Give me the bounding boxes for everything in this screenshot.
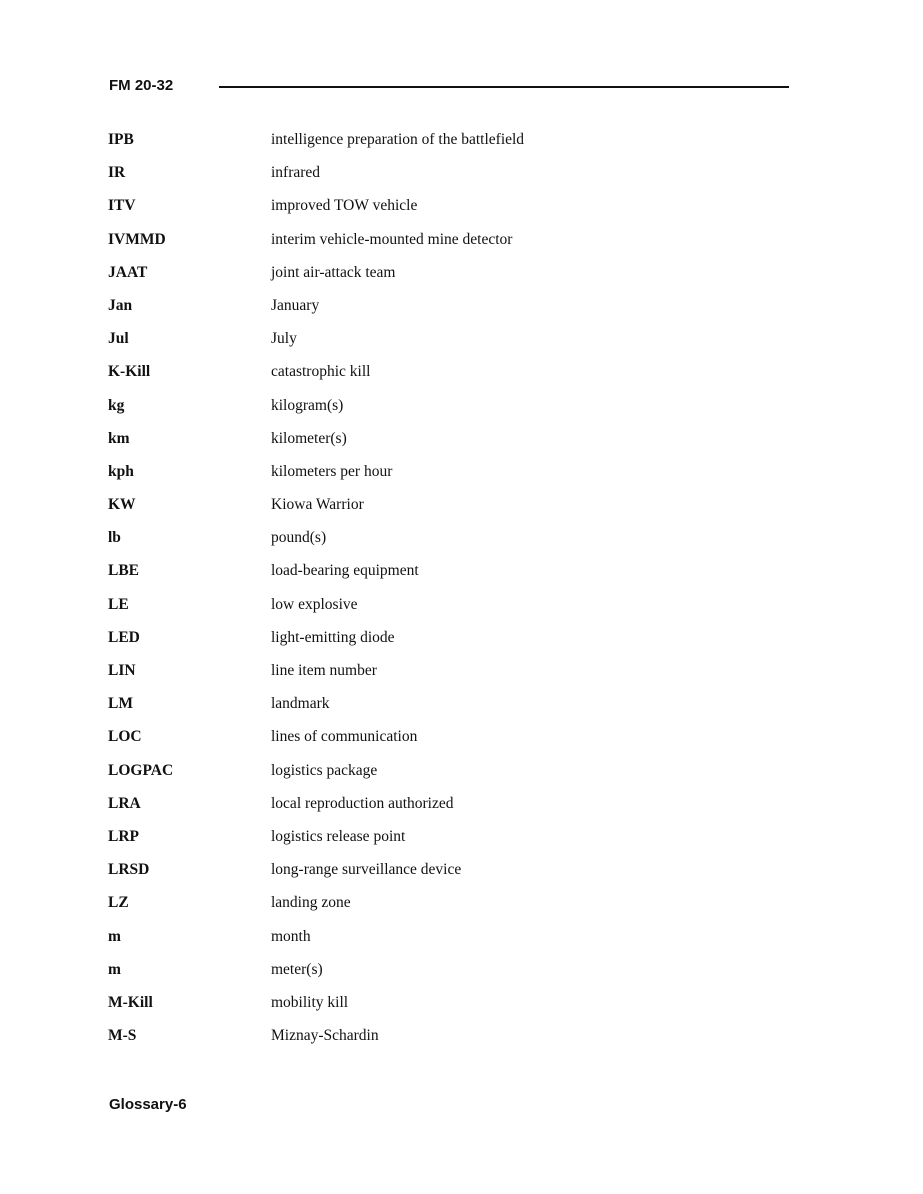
glossary-definition: lines of communication [271, 728, 418, 746]
glossary-term: m [108, 927, 121, 945]
glossary-definition: light-emitting diode [271, 628, 395, 646]
glossary-term: IPB [108, 131, 134, 148]
glossary-term: LM [108, 695, 133, 713]
glossary-definition: kilogram(s) [271, 396, 344, 414]
glossary-definition: pound(s) [271, 529, 327, 547]
glossary-entry [108, 992, 788, 1025]
glossary-term: IR [108, 164, 126, 182]
glossary-entry [108, 328, 788, 361]
glossary-term: kg [108, 396, 125, 414]
glossary-definition: mobility kill [271, 993, 349, 1011]
glossary-entry [108, 892, 788, 925]
glossary-entry [108, 627, 788, 660]
glossary-definition: kilometers per hour [271, 462, 393, 480]
glossary-entry [108, 295, 788, 328]
glossary-term: M-Kill [108, 993, 153, 1011]
glossary-definition: line item number [271, 662, 377, 679]
glossary-entry [108, 959, 788, 992]
glossary-term: LED [108, 628, 140, 646]
glossary-entry [108, 461, 788, 494]
glossary-entry [108, 428, 788, 461]
glossary-definition: interim vehicle-mounted mine detector [271, 230, 513, 248]
glossary-definition: intelligence preparation of the battlefield [271, 131, 525, 148]
glossary-definition: July [271, 330, 297, 348]
glossary-definition: Miznay-Schardin [271, 1027, 379, 1045]
glossary-term: LE [108, 595, 129, 613]
glossary-term: LZ [108, 894, 129, 912]
glossary-definition: infrared [271, 164, 321, 182]
glossary-definition: landmark [271, 695, 330, 713]
glossary-entry [108, 494, 788, 527]
glossary-list [108, 129, 788, 1058]
glossary-term: JAAT [108, 263, 148, 281]
glossary-term: LRSD [108, 861, 150, 879]
document-id: FM 20-32 [109, 77, 174, 94]
glossary-definition: month [271, 927, 311, 945]
glossary-term: LRP [108, 827, 139, 845]
glossary-definition: meter(s) [271, 960, 323, 978]
glossary-term: Jan [108, 296, 133, 314]
glossary-entry [108, 1025, 788, 1058]
glossary-definition: long-range surveillance device [271, 861, 462, 879]
glossary-term: M-S [108, 1027, 137, 1045]
glossary-definition: logistics package [271, 761, 378, 779]
header-rule [219, 86, 789, 88]
glossary-entry [108, 229, 788, 262]
glossary-term: KW [108, 496, 136, 514]
page-number: Glossary-6 [109, 1096, 187, 1113]
glossary-definition: low explosive [271, 595, 358, 613]
glossary-term: lb [108, 529, 121, 547]
glossary-entry [108, 560, 788, 593]
glossary-term: ITV [108, 197, 136, 215]
glossary-entry [108, 793, 788, 826]
glossary-entry [108, 760, 788, 793]
glossary-definition: joint air-attack team [271, 263, 396, 281]
glossary-term: LOGPAC [108, 761, 174, 779]
glossary-entry [108, 926, 788, 959]
glossary-entry [108, 660, 788, 693]
glossary-entry [108, 693, 788, 726]
glossary-definition: local reproduction authorized [271, 794, 454, 812]
glossary-term: LRA [108, 794, 141, 812]
glossary-entry [108, 195, 788, 228]
glossary-entry [108, 262, 788, 295]
glossary-term: Jul [108, 330, 129, 348]
glossary-term: m [108, 960, 121, 978]
glossary-definition: January [271, 296, 320, 314]
glossary-entry [108, 129, 788, 162]
glossary-definition: improved TOW vehicle [271, 197, 418, 215]
glossary-entry [108, 395, 788, 428]
glossary-entry [108, 826, 788, 859]
glossary-definition: landing zone [271, 894, 351, 912]
glossary-definition: Kiowa Warrior [271, 496, 364, 514]
glossary-entry [108, 527, 788, 560]
glossary-entry [108, 162, 788, 195]
glossary-entry [108, 594, 788, 627]
glossary-term: km [108, 429, 130, 447]
glossary-definition: load-bearing equipment [271, 562, 419, 580]
page-header [109, 76, 789, 100]
glossary-term: kph [108, 462, 134, 480]
glossary-entry [108, 726, 788, 759]
glossary-entry [108, 361, 788, 394]
glossary-definition: kilometer(s) [271, 429, 347, 447]
glossary-entry [108, 859, 788, 892]
glossary-term: LOC [108, 728, 142, 746]
glossary-term: LBE [108, 562, 140, 580]
glossary-term: IVMMD [108, 230, 166, 248]
glossary-definition: logistics release point [271, 827, 406, 845]
glossary-term: K-Kill [108, 363, 151, 381]
glossary-definition: catastrophic kill [271, 363, 371, 381]
glossary-term: LIN [108, 662, 136, 679]
